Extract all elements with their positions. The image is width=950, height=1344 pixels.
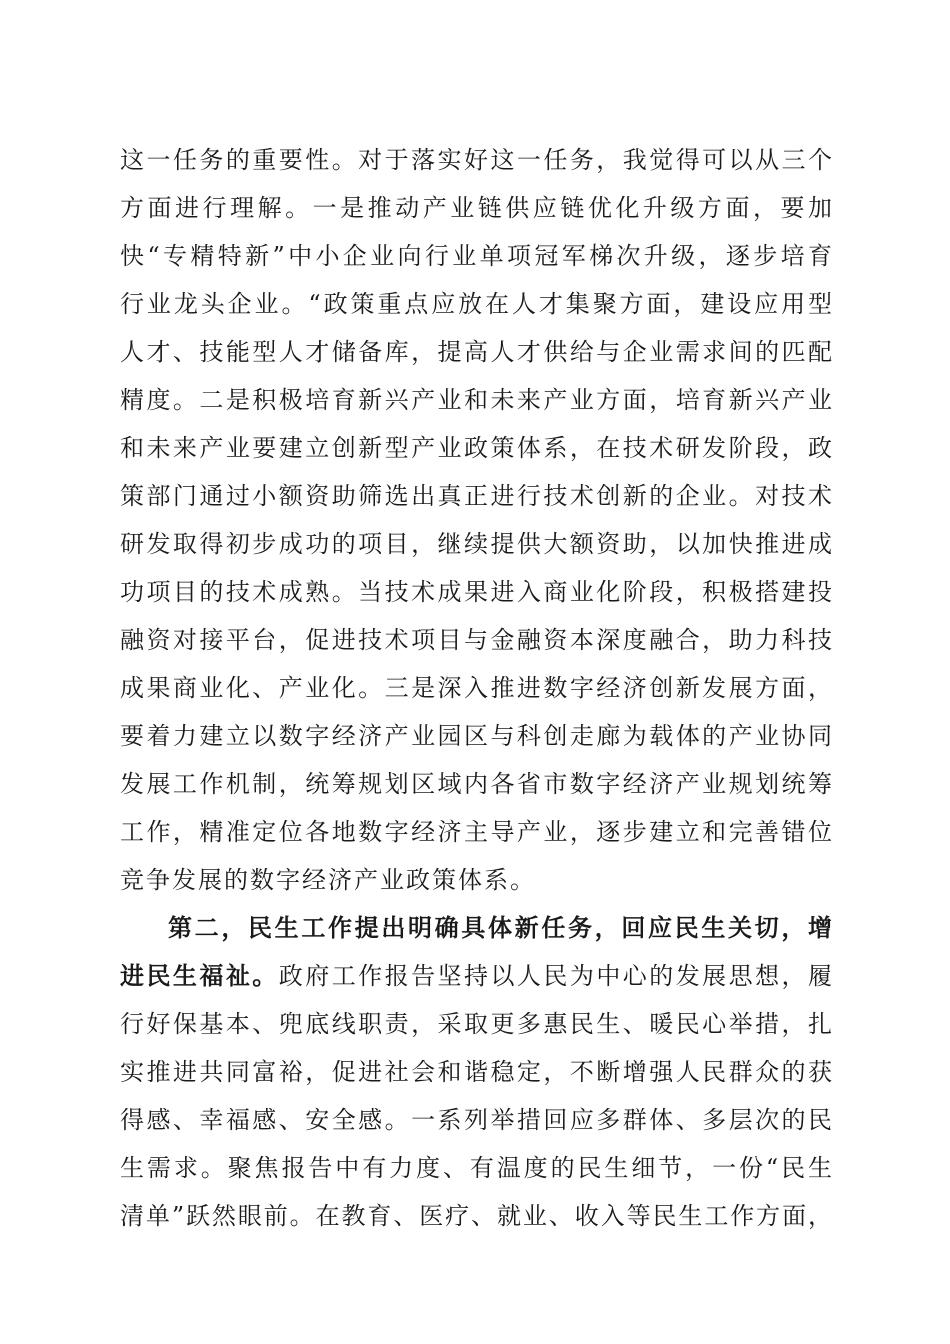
paragraph-line: 融资对接平台，促进技术项目与金融资本深度融合，助力科技 [120, 626, 832, 654]
paragraph-line [120, 952, 832, 1000]
bold-heading-text: 第二，民生工作提出明确具体新任务，回应民生关切，增 [168, 913, 832, 942]
paragraph-line: 人才、技能型人才储备库，提高人才供给与企业需求间的匹配 [120, 338, 832, 366]
paragraph-line: 这一任务的重要性。对于落实好这一任务，我觉得可以从三个 [120, 146, 832, 174]
paragraph-line: 行业龙头企业。“政策重点应放在人才集聚方面，建设应用型 [120, 290, 832, 318]
body-text [120, 136, 832, 1240]
paragraph-line: 精度。二是积极培育新兴产业和未来产业方面，培育新兴产业 [120, 386, 832, 414]
paragraph-line: 成果商业化、产业化。三是深入推进数字经济创新发展方面， [120, 674, 832, 702]
bold-heading-text: 进民生福祉。 [120, 961, 279, 990]
paragraph-line: 工作，精准定位各地数字经济主导产业，逐步建立和完善错位 [120, 818, 832, 846]
paragraph-line: 快“专精特新”中小企业向行业单项冠军梯次升级，逐步培育 [120, 242, 832, 270]
paragraph-line: 得感、幸福感、安全感。一系列举措回应多群体、多层次的民 [120, 1106, 832, 1134]
paragraph-line: 功项目的技术成熟。当技术成果进入商业化阶段，积极搭建投 [120, 578, 832, 606]
paragraph-line: 实推进共同富裕，促进社会和谐稳定，不断增强人民群众的获 [120, 1058, 832, 1086]
paragraph-line: 方面进行理解。一是推动产业链供应链优化升级方面，要加 [120, 194, 832, 222]
paragraph-last-line: 竞争发展的数字经济产业政策体系。 [120, 866, 536, 894]
paragraph-heading-line [120, 904, 832, 952]
paragraph-line: 策部门通过小额资助筛选出真正进行技术创新的企业。对技术 [120, 482, 832, 510]
paragraph-line: 清单”跃然眼前。在教育、医疗、就业、收入等民生工作方面， [120, 1202, 832, 1230]
paragraph-line: 行好保基本、兜底线职责，采取更多惠民生、暖民心举措，扎 [120, 1010, 832, 1038]
paragraph-line: 要着力建立以数字经济产业园区与科创走廊为载体的产业协同 [120, 722, 832, 750]
paragraph-line: 生需求。聚焦报告中有力度、有温度的民生细节，一份“民生 [120, 1154, 832, 1182]
paragraph-line: 发展工作机制，统筹规划区域内各省市数字经济产业规划统筹 [120, 770, 832, 798]
paragraph-line: 研发取得初步成功的项目，继续提供大额资助，以加快推进成 [120, 530, 832, 558]
paragraph-text: 政府工作报告坚持以人民为中心的发展思想，履 [278, 962, 833, 990]
paragraph-line: 和未来产业要建立创新型产业政策体系，在技术研发阶段，政 [120, 434, 832, 462]
